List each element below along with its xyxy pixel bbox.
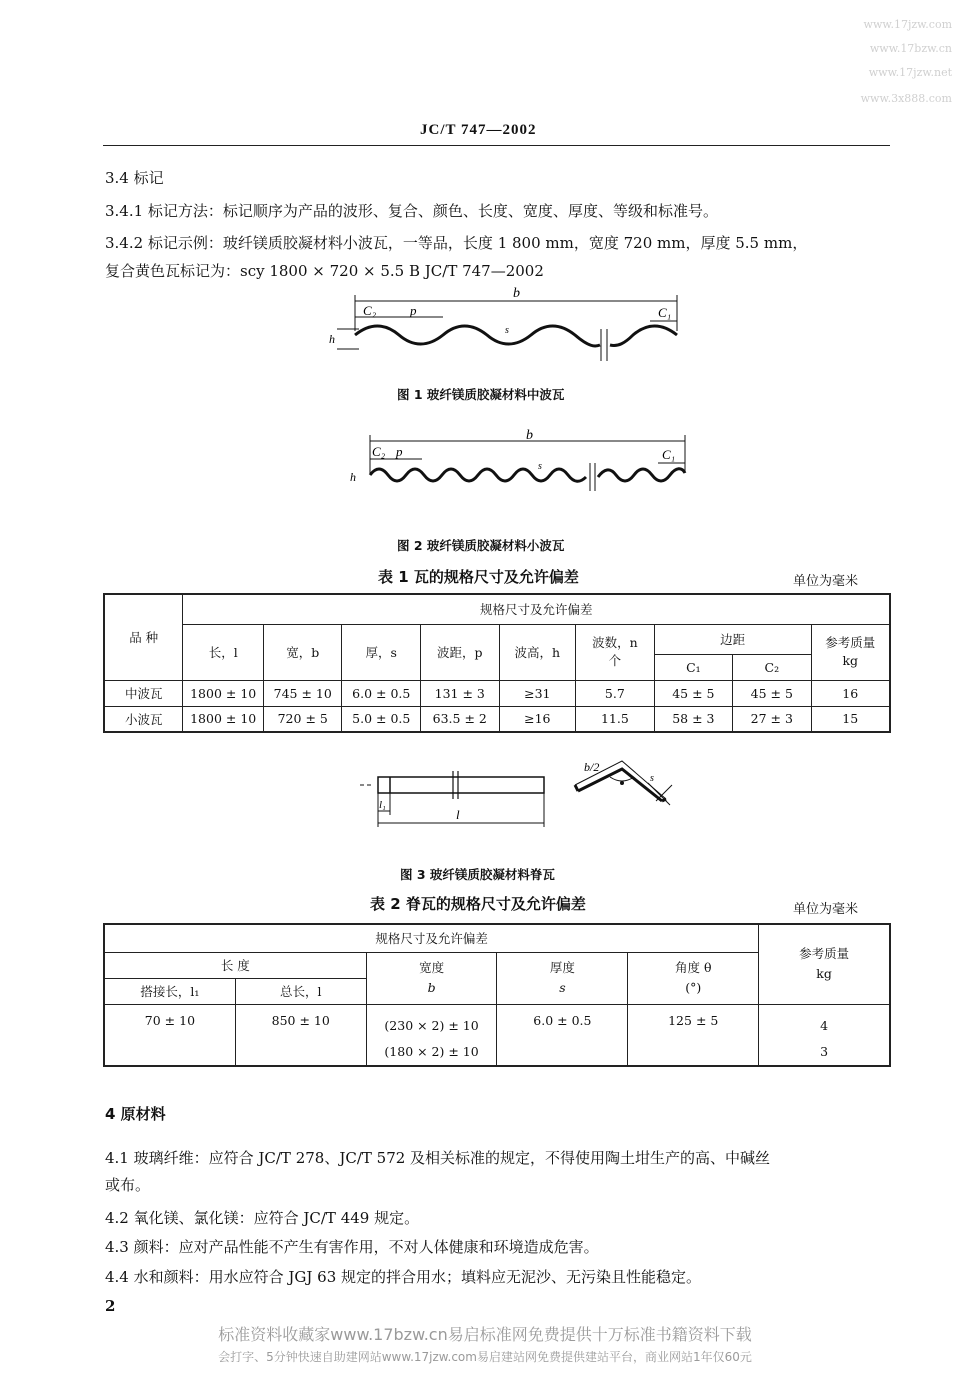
t1-cell: ≥16	[499, 706, 576, 732]
t2-cell-width-2: (180 × 2) ± 10	[384, 1043, 479, 1059]
t2-cell-mass	[759, 1004, 890, 1066]
t2-cell-angle: 125 ± 5	[628, 1004, 759, 1066]
watermark-4: www.3x888.com	[860, 92, 952, 105]
t2-head-mass	[759, 924, 890, 1004]
para-3-4-2-line2: 复合黄色瓦标记为：scy 1800 × 720 × 5.5 B JC/T 747—2002	[105, 262, 544, 280]
para-4-3: 4.3 颜料：应对产品性能不产生有害作用，不对人体健康和环境造成危害。	[105, 1238, 599, 1256]
t1-head-height: 波高，h	[499, 624, 576, 680]
t1-cell: 6.0 ± 0.5	[342, 680, 421, 706]
fig1-label-b: b	[513, 286, 520, 301]
figure-2-caption: 图 2 玻纤镁质胶凝材料小波瓦	[397, 538, 565, 553]
t1-head-c2: C₂	[733, 654, 811, 680]
table-1-unit: 单位为毫米	[793, 574, 859, 589]
t1-head-waves-label: 波数，n	[592, 635, 638, 650]
figure-3-caption: 图 3 玻纤镁质胶凝材料脊瓦	[400, 867, 555, 882]
t1-head-edge: 边距	[654, 624, 811, 654]
table-row	[104, 706, 890, 732]
t1-head-waves-unit: 个	[608, 653, 622, 668]
t2-head-length: 长 度	[104, 952, 366, 978]
figure-1-diagram	[325, 285, 695, 365]
fig2-label-h: h	[350, 470, 356, 484]
page-header-title: JC/T 747—2002	[420, 122, 537, 138]
table-1	[103, 593, 891, 733]
t1-head-mass-unit: kg	[842, 653, 859, 668]
footer-line-2: 会打字、5分钟快速自助建网站www.17jzw.com易启建站网免费提供建站平台，商业网站1年仅60元	[218, 1350, 752, 1364]
t2-head-thickness	[497, 952, 628, 1004]
table-2	[103, 923, 891, 1067]
t2-head-width-sym: b	[427, 980, 436, 995]
fig3-label-l: l	[456, 807, 460, 822]
t1-cell: 15	[811, 706, 890, 732]
fig2-label-b: b	[526, 428, 533, 443]
t2-head-overlap: 搭接长，l₁	[104, 978, 235, 1004]
figure-3-diagram	[360, 755, 680, 835]
fig1-label-s: s	[505, 325, 509, 336]
figure-1-caption: 图 1 玻纤镁质胶凝材料中波瓦	[397, 387, 565, 402]
t1-head-waves	[576, 624, 655, 680]
t1-cell: 5.0 ± 0.5	[342, 706, 421, 732]
t2-cell-mass-2: 3	[820, 1043, 829, 1059]
fig3-label-b2: b/2	[584, 760, 600, 774]
t2-cell-width	[366, 1004, 497, 1066]
t1-cell: 16	[811, 680, 890, 706]
footer-line-1: 标准资料收藏家www.17bzw.cn易启标准网免费提供十万标准书籍资料下载	[218, 1325, 752, 1344]
t1-head-thickness: 厚，s	[342, 624, 421, 680]
fig2-label-c2: C₂	[372, 444, 386, 459]
t2-head-angle-unit: (°)	[685, 980, 702, 995]
fig2-label-s: s	[538, 461, 542, 472]
fig1-label-h: h	[329, 332, 335, 346]
fig2-label-c1: C₁	[662, 447, 676, 462]
table-row	[104, 1004, 890, 1066]
t2-head-angle-label: 角度 θ	[674, 960, 712, 975]
t2-cell-mass-1: 4	[820, 1017, 829, 1033]
t1-cell: ≥31	[499, 680, 576, 706]
table-1-caption: 表 1 瓦的规格尺寸及允许偏差	[378, 568, 579, 586]
figure-2-diagram	[340, 425, 690, 495]
t1-cell: 11.5	[576, 706, 655, 732]
t1-head-group: 规格尺寸及允许偏差	[183, 594, 890, 624]
table-2-unit: 单位为毫米	[793, 902, 859, 917]
t2-cell-overlap: 70 ± 10	[104, 1004, 235, 1066]
para-3-4-2-line1: 3.4.2 标记示例：玻纤镁质胶凝材料小波瓦，一等品，长度 1 800 mm，宽度 720 mm，厚度 5.5 mm，	[105, 234, 808, 252]
t1-cell: 1800 ± 10	[183, 680, 264, 706]
fig2-label-p: p	[396, 444, 403, 459]
t1-head-variety: 品 种	[104, 594, 183, 680]
t1-head-width: 宽，b	[263, 624, 342, 680]
t2-head-thickness-label: 厚度	[549, 960, 575, 975]
page-number: 2	[105, 1297, 116, 1315]
t1-cell: 27 ± 3	[733, 706, 811, 732]
t2-head-thickness-sym: s	[559, 980, 566, 995]
section-4-heading: 4 原材料	[105, 1105, 166, 1123]
t1-head-c1: C₁	[654, 654, 732, 680]
t2-head-width-label: 宽度	[419, 960, 445, 975]
watermark-3: www.17jzw.net	[868, 66, 952, 79]
fig3-label-s: s	[650, 773, 654, 784]
para-4-1-line2: 或布。	[105, 1176, 151, 1194]
watermark-2: www.17bzw.cn	[869, 42, 952, 55]
t2-head-mass-label: 参考质量	[799, 946, 850, 962]
para-4-2: 4.2 氧化镁、氯化镁：应符合 JC/T 449 规定。	[105, 1209, 420, 1227]
t2-head-angle	[628, 952, 759, 1004]
table-row	[104, 680, 890, 706]
t1-cell: 45 ± 5	[654, 680, 732, 706]
para-3-4-1: 3.4.1 标记方法：标记顺序为产品的波形、复合、颜色、长度、宽度、厚度、等级和标准号。	[105, 202, 718, 220]
t1-cell: 131 ± 3	[421, 680, 500, 706]
t2-head-width	[366, 952, 497, 1004]
table-2-caption: 表 2 脊瓦的规格尺寸及允许偏差	[370, 895, 586, 913]
t1-cell: 720 ± 5	[263, 706, 342, 732]
t1-cell: 小波瓦	[104, 706, 183, 732]
fig1-label-c1: C₁	[658, 305, 672, 320]
t1-head-mass	[811, 624, 890, 680]
fig1-label-p: p	[410, 303, 417, 318]
fig1-label-c2: C₂	[363, 303, 377, 318]
t2-cell-width-1: (230 × 2) ± 10	[384, 1017, 479, 1033]
section-3-4-heading: 3.4 标记	[105, 169, 164, 187]
header-rule	[103, 145, 890, 146]
t1-head-length: 长，l	[183, 624, 264, 680]
t1-cell: 63.5 ± 2	[421, 706, 500, 732]
t1-cell: 5.7	[576, 680, 655, 706]
t1-cell: 1800 ± 10	[183, 706, 264, 732]
t1-head-pitch: 波距，p	[421, 624, 500, 680]
t2-head-mass-unit: kg	[816, 966, 832, 982]
t1-cell: 45 ± 5	[733, 680, 811, 706]
watermark-1: www.17jzw.com	[863, 18, 952, 31]
t2-cell-thickness: 6.0 ± 0.5	[497, 1004, 628, 1066]
t2-cell-total: 850 ± 10	[235, 1004, 366, 1066]
para-4-1-line1: 4.1 玻璃纤维：应符合 JC/T 278、JC/T 572 及相关标准的规定，不得使用陶土坩生产的高、中碱丝	[105, 1149, 771, 1167]
t2-head-total: 总长，l	[235, 978, 366, 1004]
t1-cell: 745 ± 10	[263, 680, 342, 706]
t1-cell: 58 ± 3	[654, 706, 732, 732]
t2-head-group: 规格尺寸及允许偏差	[104, 924, 759, 952]
t1-head-mass-label: 参考质量	[825, 635, 876, 650]
para-4-4: 4.4 水和颜料：用水应符合 JGJ 63 规定的拌合用水；填料应无泥沙、无污染且性能稳定。	[105, 1268, 702, 1286]
fig3-label-l1: l₁	[379, 799, 386, 811]
t1-cell: 中波瓦	[104, 680, 183, 706]
